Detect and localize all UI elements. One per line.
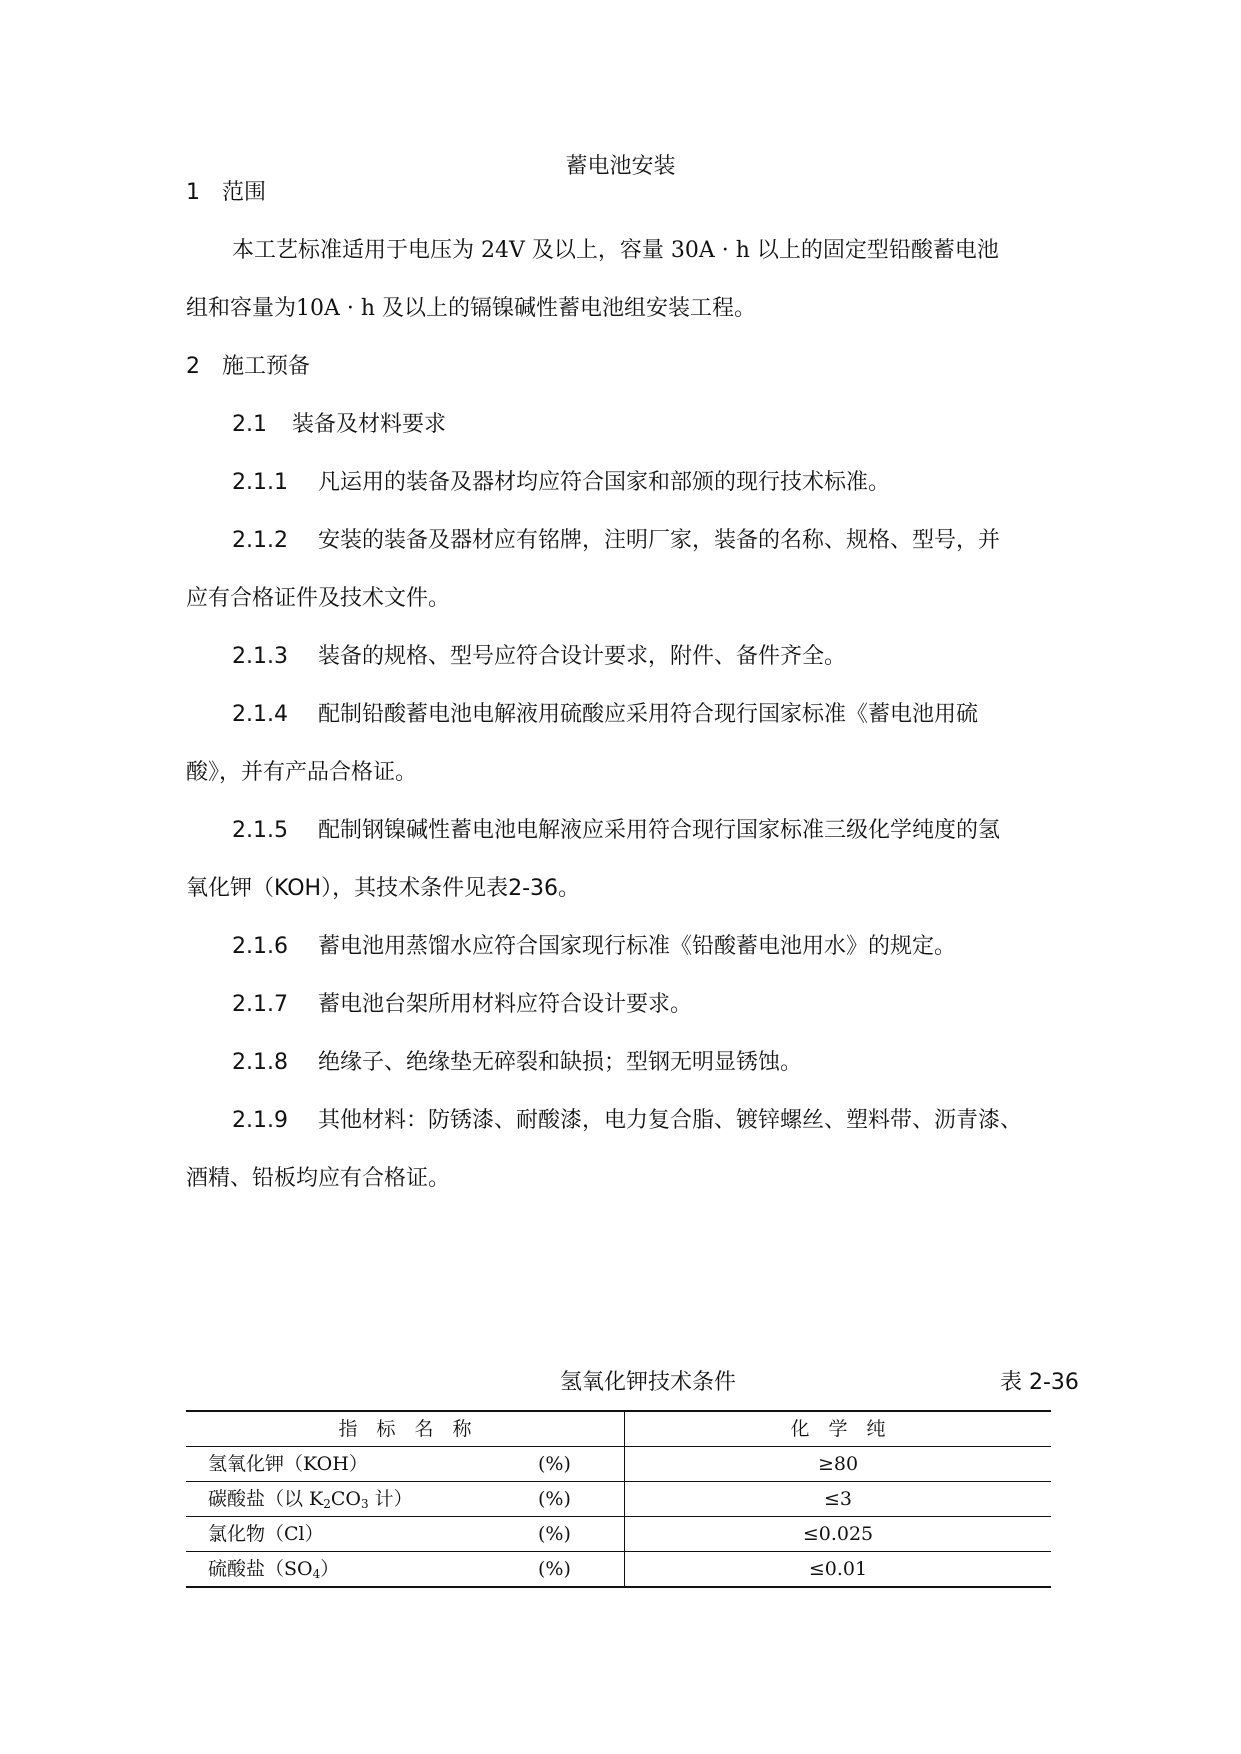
page-title: 蓄电池安装 — [565, 154, 676, 179]
table-header-row — [186, 1411, 1051, 1447]
row-value: ≥80 — [625, 1447, 1052, 1482]
table-row — [186, 1482, 1051, 1517]
clause-text-continued: 酒精、铅板均应有合格证。 — [186, 1166, 451, 1191]
section-1-heading: 范围 — [222, 180, 267, 205]
row-name: 氯化物（Cl） — [186, 1517, 538, 1552]
subsection-2-1-number: 2.1 — [232, 412, 267, 437]
row-name — [186, 1552, 538, 1588]
clause-text-continued: 酸》，并有产品合格证。 — [186, 760, 418, 785]
row-name: 氢氧化钾（KOH） — [208, 1452, 368, 1475]
section-2-number: 2 — [186, 354, 200, 379]
clause-text: 配制铅酸蓄电池电解液用硫酸应采用符合现行国家标准《蓄电池用硫 — [318, 702, 979, 727]
clause-number: 2.1.8 — [232, 1050, 288, 1075]
koh-spec-table — [186, 1410, 1051, 1588]
clause-text: 装备的规格、型号应符合设计要求，附件、备件齐全。 — [318, 644, 847, 669]
table-number: 表 2-36 — [1000, 1370, 1079, 1395]
row-value: ≤3 — [625, 1482, 1052, 1517]
subscript: 3 — [361, 1496, 369, 1511]
row-unit: (%) — [538, 1452, 571, 1475]
clause-text: 安装的装备及器材应有铭牌，注明厂家，装备的名称、规格、型号，并 — [318, 528, 1001, 553]
clause-number: 2.1.1 — [232, 470, 288, 495]
clause-text: 凡运用的装备及器材均应符合国家和部颁的现行技术标准。 — [318, 470, 891, 495]
row-name-part: CO — [330, 1487, 361, 1510]
clause-text-continued: 应有合格证件及技术文件。 — [186, 586, 451, 611]
scope-paragraph-line-2: 组和容量为10A · h 及以上的镉镍碱性蓄电池组安装工程。 — [186, 296, 757, 321]
clause-number: 2.1.7 — [232, 992, 288, 1017]
row-name-part: 硫酸盐（SO — [208, 1557, 313, 1580]
table-row — [186, 1552, 1051, 1588]
clause-number: 2.1.6 — [232, 934, 288, 959]
row-name-part: 碳酸盐（以 K — [208, 1487, 324, 1510]
clause-text: 配制钢镍碱性蓄电池电解液应采用符合现行国家标准三级化学纯度的氢 — [318, 818, 1001, 843]
section-1-number: 1 — [186, 180, 200, 205]
section-2-heading: 施工预备 — [222, 354, 311, 379]
subsection-2-1-heading: 装备及材料要求 — [292, 412, 447, 437]
row-unit: (%) — [538, 1482, 625, 1517]
row-value: ≤0.025 — [625, 1517, 1052, 1552]
table-row — [186, 1517, 1051, 1552]
table-header-name: 指 标 名 称 — [186, 1411, 625, 1447]
row-name-part: ） — [320, 1557, 340, 1580]
subscript: 2 — [323, 1496, 331, 1511]
subscript: 4 — [312, 1566, 321, 1581]
row-value: ≤0.01 — [625, 1552, 1052, 1588]
clause-number: 2.1.9 — [232, 1108, 288, 1133]
clause-text: 其他材料：防锈漆、耐酸漆，电力复合脂、镀锌螺丝、塑料带、沥青漆、 — [318, 1108, 1023, 1133]
row-unit: (%) — [538, 1517, 625, 1552]
row-name — [186, 1482, 538, 1517]
row-unit: (%) — [538, 1552, 625, 1588]
clause-number: 2.1.3 — [232, 644, 288, 669]
clause-number: 2.1.5 — [232, 818, 288, 843]
clause-text: 蓄电池台架所用材料应符合设计要求。 — [318, 992, 693, 1017]
clause-text-continued: 氧化钾（KOH），其技术条件见表2-36。 — [186, 876, 581, 901]
table-caption: 氢氧化钾技术条件 — [560, 1370, 737, 1395]
clause-text: 蓄电池用蒸馏水应符合国家现行标准《铅酸蓄电池用水》的规定。 — [318, 934, 957, 959]
clause-number: 2.1.2 — [232, 528, 288, 553]
scope-paragraph-line-1: 本工艺标准适用于电压为 24V 及以上，容量 30A · h 以上的固定型铅酸蓄电池 — [232, 238, 999, 263]
table-header-value: 化 学 纯 — [625, 1411, 1052, 1447]
clause-number: 2.1.4 — [232, 702, 288, 727]
clause-text: 绝缘子、绝缘垫无碎裂和缺损；型钢无明显锈蚀。 — [318, 1050, 803, 1075]
row-name-part: 计） — [368, 1487, 413, 1510]
table-row — [186, 1447, 1051, 1482]
